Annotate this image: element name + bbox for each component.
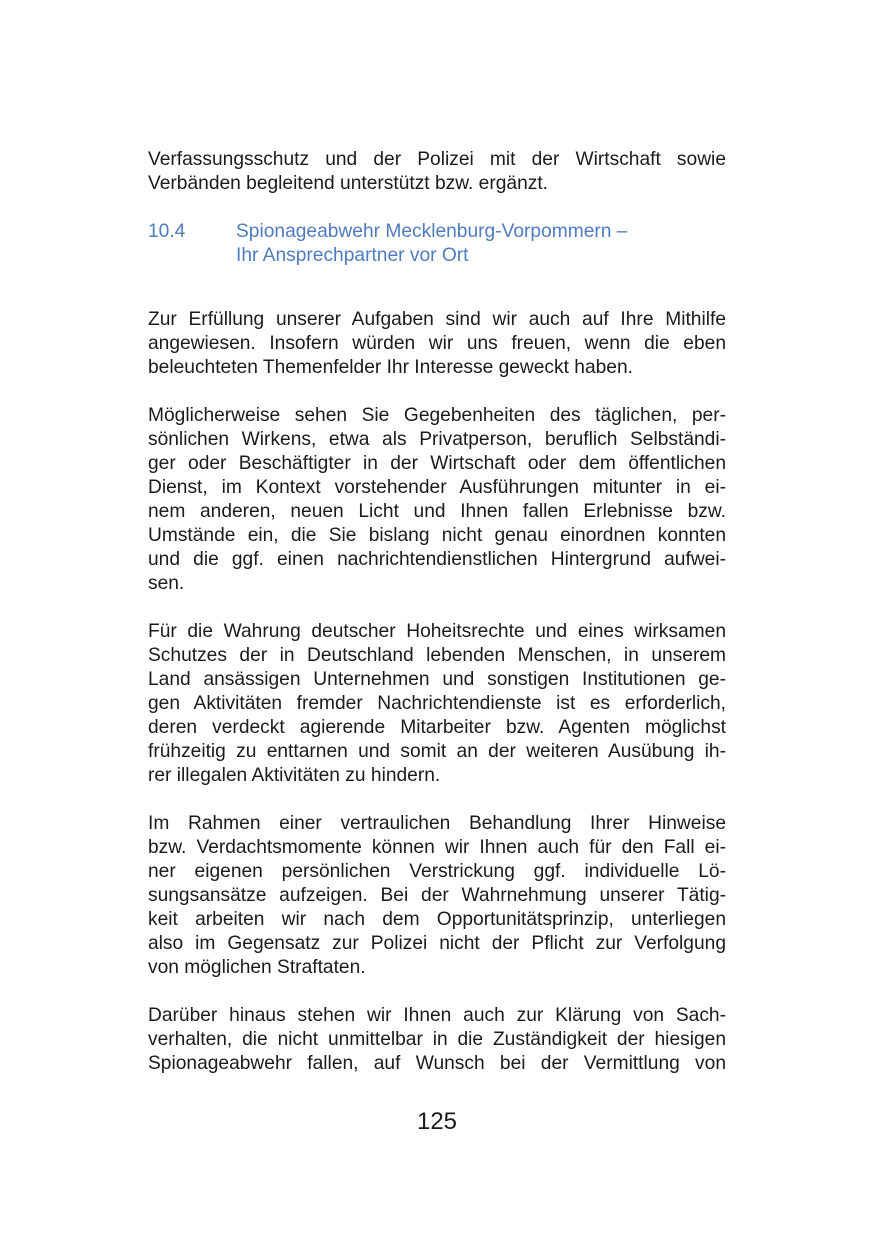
- text-line: Verbänden begleitend unterstützt bzw. ergänzt.: [148, 173, 549, 194]
- page-content: [148, 148, 726, 1076]
- spacer: [148, 980, 726, 1004]
- section-heading: [148, 220, 726, 268]
- spacer: [148, 596, 726, 620]
- text-line: sungsansätze aufzeigen. Bei der Wahrnehmung unserer Tätig-: [148, 885, 726, 906]
- section-number: 10.4: [148, 221, 186, 242]
- text-line: sen.: [148, 573, 185, 594]
- text-line: gen Aktivitäten fremder Nachrichtendienste ist es erforderlich,: [148, 693, 726, 714]
- paragraph-3: [148, 620, 726, 788]
- text-line: rer illegalen Aktivitäten zu hindern.: [148, 765, 441, 786]
- text-line: ner eigenen persönlichen Verstrickung ggf. individuelle Lö-: [148, 861, 726, 882]
- paragraph-1: [148, 308, 726, 380]
- text-line: Möglicherweise sehen Sie Gegebenheiten des täglichen, per-: [148, 405, 726, 426]
- text-line: und die ggf. einen nachrichtendienstlichen Hintergrund aufwei-: [148, 549, 726, 570]
- text-line: verhalten, die nicht unmittelbar in die Zuständigkeit der hiesigen: [148, 1029, 726, 1050]
- text-line: Für die Wahrung deutscher Hoheitsrechte und eines wirksamen: [148, 621, 726, 642]
- text-line: bzw. Verdachtsmomente können wir Ihnen auch für den Fall ei-: [148, 837, 726, 858]
- spacer: [148, 788, 726, 812]
- paragraph-4: [148, 812, 726, 980]
- text-line: deren verdeckt agierende Mitarbeiter bzw. Agenten möglichst: [148, 717, 726, 738]
- text-line: sönlichen Wirkens, etwa als Privatperson, beruflich Selbständi-: [148, 429, 726, 450]
- text-line: Land ansässigen Unternehmen und sonstigen Institutionen ge-: [148, 669, 726, 690]
- text-line: Spionageabwehr fallen, auf Wunsch bei der Vermittlung von: [148, 1053, 726, 1074]
- paragraph-5: [148, 1004, 726, 1076]
- spacer: [148, 268, 726, 308]
- text-line: von möglichen Straftaten.: [148, 957, 366, 978]
- intro-paragraph: [148, 148, 726, 196]
- section-title-line: Spionageabwehr Mecklenburg-Vorpommern –: [236, 221, 628, 242]
- text-line: Im Rahmen einer vertraulichen Behandlung Ihrer Hinweise: [148, 813, 726, 834]
- section-title: [236, 220, 627, 268]
- text-line: Verfassungsschutz und der Polizei mit der Wirtschaft sowie: [148, 149, 726, 170]
- text-line: also im Gegensatz zur Polizei nicht der Pflicht zur Verfolgung: [148, 933, 726, 954]
- text-line: Darüber hinaus stehen wir Ihnen auch zur Klärung von Sach-: [148, 1005, 726, 1026]
- text-line: keit arbeiten wir nach dem Opportunitätsprinzip, unterliegen: [148, 909, 726, 930]
- text-line: Zur Erfüllung unserer Aufgaben sind wir auch auf Ihre Mithilfe: [148, 309, 726, 330]
- text-line: frühzeitig zu enttarnen und somit an der weiteren Ausübung ih-: [148, 741, 726, 762]
- text-line: beleuchteten Themenfelder Ihr Interesse geweckt haben.: [148, 357, 633, 378]
- paragraph-2: [148, 404, 726, 596]
- text-line: ger oder Beschäftigter in der Wirtschaft oder dem öffentlichen: [148, 453, 726, 474]
- text-line: Schutzes der in Deutschland lebenden Menschen, in unserem: [148, 645, 726, 666]
- text-line: nem anderen, neuen Licht und Ihnen fallen Erlebnisse bzw.: [148, 501, 726, 522]
- page-number: 125: [416, 1108, 458, 1135]
- text-line: Dienst, im Kontext vorstehender Ausführungen mitunter in ei-: [148, 477, 726, 498]
- text-line: angewiesen. Insofern würden wir uns freuen, wenn die eben: [148, 333, 726, 354]
- spacer: [148, 380, 726, 404]
- text-line: Umstände ein, die Sie bislang nicht genau einordnen konnten: [148, 525, 726, 546]
- spacer: [148, 196, 726, 220]
- section-title-line: Ihr Ansprechpartner vor Ort: [236, 245, 469, 266]
